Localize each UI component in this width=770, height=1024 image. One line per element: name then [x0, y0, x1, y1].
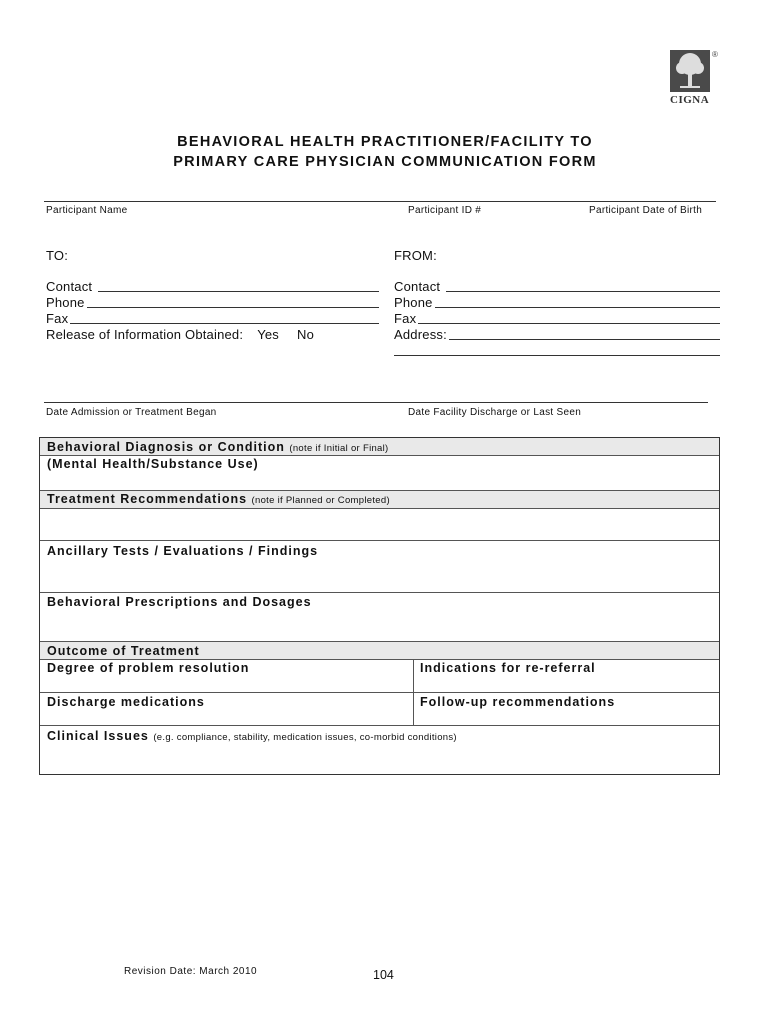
to-phone-field[interactable] — [46, 294, 379, 310]
from-heading: FROM: — [394, 248, 437, 263]
treatment-note: (note if Planned or Completed) — [251, 495, 390, 506]
release-yes-option[interactable]: Yes — [257, 327, 279, 342]
discharge-date-label: Date Facility Discharge or Last Seen — [408, 407, 582, 418]
to-heading: TO: — [46, 248, 69, 263]
participant-id-label: Participant ID # — [408, 205, 482, 216]
clinical-issues-label — [47, 729, 457, 743]
resolution-label: Degree of problem resolution — [47, 661, 250, 675]
dates-line[interactable] — [44, 402, 708, 403]
release-label: Release of Information Obtained: — [46, 327, 244, 342]
clinical-summary-table — [39, 437, 720, 775]
ancillary-label: Ancillary Tests / Evaluations / Findings — [47, 544, 319, 558]
to-phone-label: Phone — [46, 295, 85, 310]
from-phone-label: Phone — [394, 295, 433, 310]
from-fax-field[interactable] — [394, 310, 720, 326]
to-contact-field[interactable] — [46, 278, 379, 294]
release-no-option[interactable]: No — [297, 327, 315, 342]
registered-mark: ® — [712, 50, 718, 59]
ancillary-entry[interactable] — [40, 560, 719, 592]
treatment-label — [47, 492, 390, 506]
rereferral-label: Indications for re-referral — [420, 661, 596, 675]
tree-icon — [670, 50, 710, 92]
followup-label: Follow-up recommendations — [420, 695, 616, 709]
outcome-label: Outcome of Treatment — [47, 644, 200, 658]
logo-wordmark: CIGNA — [670, 94, 710, 106]
admission-date-label: Date Admission or Treatment Began — [46, 407, 217, 418]
treatment-entry[interactable] — [40, 509, 719, 540]
prescriptions-entry[interactable] — [40, 610, 719, 641]
participant-dob-label: Participant Date of Birth — [589, 205, 703, 216]
diagnosis-entry[interactable] — [40, 472, 719, 490]
from-contact-field[interactable] — [394, 278, 720, 294]
participant-line[interactable] — [44, 201, 716, 202]
revision-date: Revision Date: March 2010 — [124, 966, 258, 977]
form-title-line1: BEHAVIORAL HEALTH PRACTITIONER/FACILITY TO — [177, 134, 593, 150]
page-number: 104 — [373, 968, 394, 982]
diagnosis-label — [47, 440, 389, 454]
diagnosis-sublabel: (Mental Health/Substance Use) — [47, 457, 259, 471]
from-phone-field[interactable] — [394, 294, 720, 310]
participant-name-label: Participant Name — [46, 205, 128, 216]
diagnosis-note: (note if Initial or Final) — [289, 443, 389, 454]
diagnosis-label-text: Behavioral Diagnosis or Condition — [47, 440, 285, 454]
form-title-line2: PRIMARY CARE PHYSICIAN COMMUNICATION FORM — [173, 154, 597, 170]
from-fax-label: Fax — [394, 311, 417, 326]
to-contact-label: Contact — [46, 279, 93, 294]
to-fax-label: Fax — [46, 311, 69, 326]
from-address-line2[interactable] — [394, 342, 720, 358]
discharge-meds-label: Discharge medications — [47, 695, 205, 709]
to-fax-field[interactable] — [46, 310, 379, 326]
from-address-field[interactable] — [394, 326, 720, 342]
prescriptions-label: Behavioral Prescriptions and Dosages — [47, 595, 312, 609]
release-row — [46, 326, 379, 342]
clinical-issues-label-text: Clinical Issues — [47, 729, 149, 743]
from-address-label: Address: — [394, 327, 447, 342]
from-contact-label: Contact — [394, 279, 441, 294]
treatment-label-text: Treatment Recommendations — [47, 492, 248, 506]
clinical-issues-note: (e.g. compliance, stability, medication issues, co-morbid conditions) — [153, 732, 457, 743]
cigna-logo — [668, 50, 718, 110]
clinical-issues-entry[interactable] — [40, 744, 719, 774]
